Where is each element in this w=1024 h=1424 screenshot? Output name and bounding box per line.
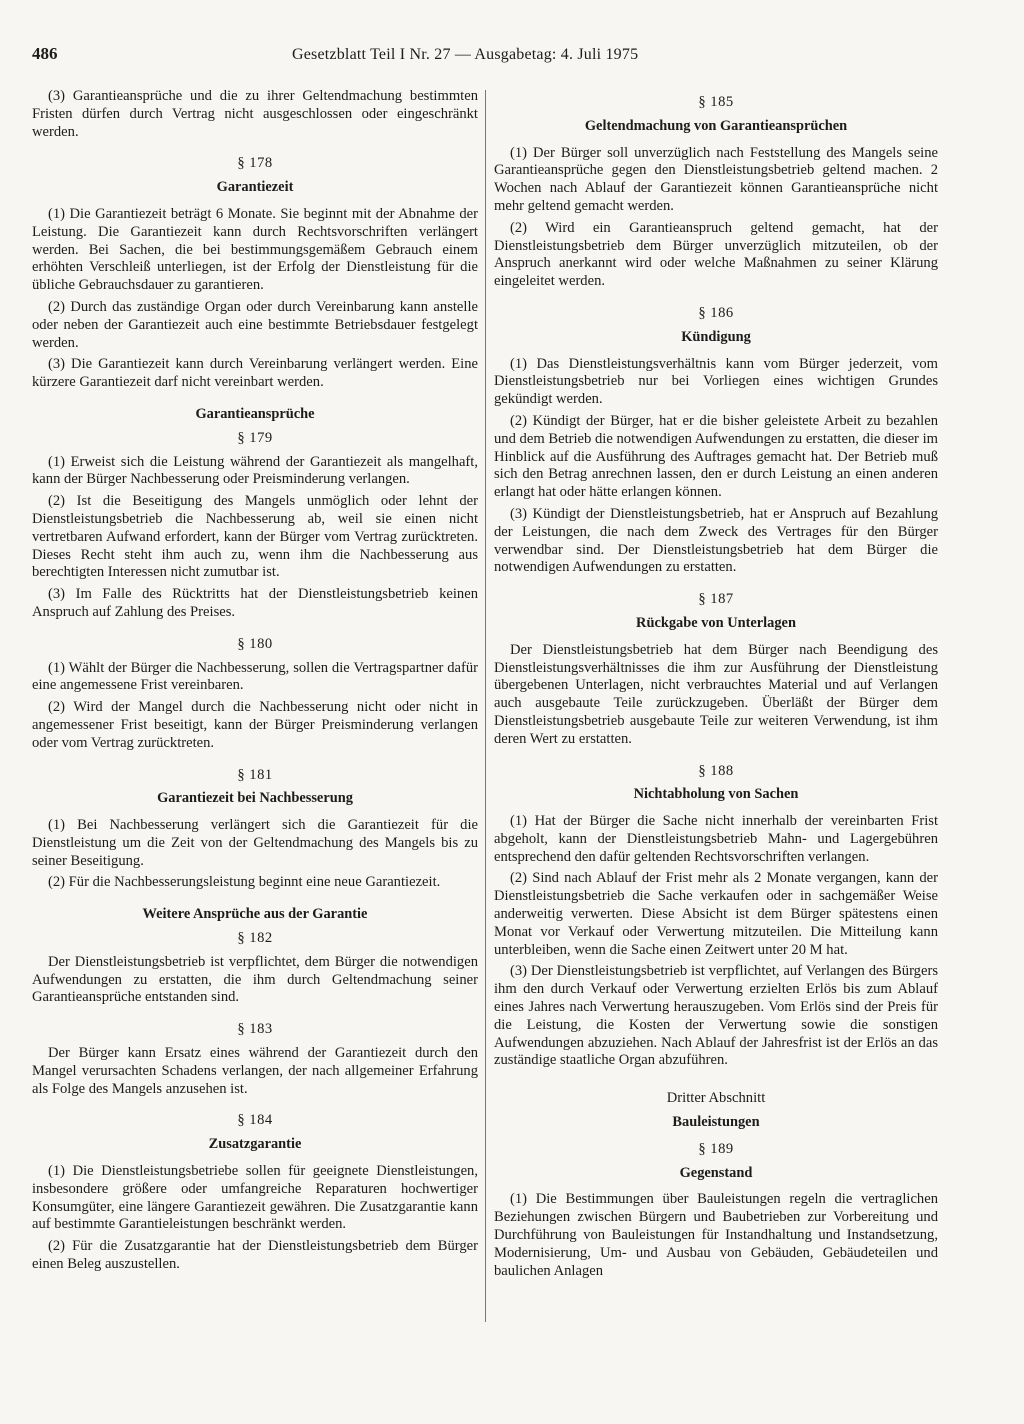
paragraph: Der Dienstleistungsbetrieb ist verpflichtet, dem Bürger die notwendigen Aufwendungen zu erstatten, die ihm durch Geltendmachung seiner Garantieansprüche entstanden sind. — [32, 953, 478, 1006]
paragraph: (1) Erweist sich die Leistung während der Garantiezeit als mangelhaft, kann der Bürger Nachbesserung oder Preisminderung verlangen. — [32, 453, 478, 488]
paragraph: (1) Die Dienstleistungsbetriebe sollen für geeignete Dienstleistungen, insbesondere größere oder umfangreiche Reparaturen hochwertiger Konsumgüter, eine längere Garantiezeit gewähren. Die Zusatzgarantie kann auf bestimmte Garantieleistungen beschränkt werden. — [32, 1163, 478, 1233]
paragraph: (2) Sind nach Ablauf der Frist mehr als 2 Monate vergangen, kann der Dienstleistungsbetrieb die Sache verkaufen oder in sachgemäßer Weise anderweitig verwerten. Diese Absicht ist dem Bürger spätestens einen Monat vor Verkauf oder Verwertung mitzuteilen. Die Mitteilung kann unterbleiben, wenn die Sache einen Zeitwert unter 20 M hat. — [494, 870, 938, 958]
section-number: § 182 — [237, 930, 273, 947]
paragraph: Der Bürger kann Ersatz eines während der Garantiezeit durch den Mangel verursachten Schadens verlangen, der nach allgemeiner Erfahrung als Folge des Mangels anzusehen ist. — [32, 1045, 478, 1097]
section-number: § 183 — [237, 1021, 273, 1038]
section-title: Garantiezeit — [216, 179, 294, 196]
column-divider — [485, 90, 486, 1322]
section-title: Rückgabe von Unterlagen — [636, 614, 796, 631]
paragraph: (3) Der Dienstleistungsbetrieb ist verpflichtet, auf Verlangen des Bürgers ihm den durch Verkauf oder Verwertung erzielten Erlös bis zum Ablauf eines Jahres nach Verwertung herauszugeben. Vom Erlös sind der Preis für die Leistung, die Kosten der Verwertung sowie die sonstigen Aufwendungen abzuziehen. Nach Ablauf der Jahresfrist ist der Erlös an das zuständige staatliche Organ abzuführen. — [494, 963, 938, 1069]
page-header — [32, 44, 936, 64]
paragraph: (2) Wird der Mangel durch die Nachbesserung nicht oder nicht in angemessener Frist beseitigt, kann der Bürger Preisminderung verlangen oder vom Vertrag zurücktreten. — [32, 699, 478, 751]
chapter-title: Bauleistungen — [672, 1114, 760, 1131]
section-title: Geltendmachung von Garantieansprüchen — [584, 117, 848, 134]
section-number: § 181 — [237, 766, 273, 783]
paragraph: (3) Im Falle des Rücktritts hat der Dienstleistungsbetrieb keinen Anspruch auf Zahlung des Preises. — [32, 586, 478, 620]
paragraph: (1) Der Bürger soll unverzüglich nach Feststellung des Mangels seine Garantieansprüche gegen den Dienstleistungsbetrieb geltend machen. 2 Wochen nach Ablauf der Garantiezeit können Garantieansprüche nicht mehr geltend gemacht werden. — [494, 144, 938, 214]
gazette-title: Gesetzblatt Teil I Nr. 27 — Ausgabetag: 4. Juli 1975 — [292, 46, 639, 63]
chapter-label: Dritter Abschnitt — [666, 1090, 766, 1107]
paragraph: (1) Die Garantiezeit beträgt 6 Monate. Sie beginnt mit der Abnahme der Leistung. Die Garantiezeit kann durch Rechtsvorschriften verlängert werden. Bei Sachen, die bei bestimmungsgemäßem Gebrauch einem erhöhten Verschleiß unterliegen, ist der Erfolg der Dienstleistung für die übliche Gebrauchsdauer zu garantieren. — [32, 205, 478, 294]
paragraph: (1) Wählt der Bürger die Nachbesserung, sollen die Vertragspartner dafür eine angemessene Frist vereinbaren. — [32, 659, 478, 694]
section-title: Garantiezeit bei Nachbesserung — [157, 790, 353, 807]
section-title: Kündigung — [681, 328, 751, 345]
group-title: Weitere Ansprüche aus der Garantie — [142, 906, 368, 923]
section-number: § 189 — [698, 1140, 734, 1157]
paragraph: (2) Ist die Beseitigung des Mangels unmöglich oder lehnt der Dienstleistungsbetrieb die Nachbesserung ab, weil sie einen nicht vertretbaren Aufwand erfordert, kann der Bürger vom Vertrag zurücktreten. Dieses Recht steht ihm auch zu, wenn ihm die Nachbesserung aus berechtigten Interessen nicht zumutbar ist. — [32, 493, 478, 581]
paragraph: (1) Das Dienstleistungsverhältnis kann vom Bürger jederzeit, vom Dienstleistungsbetrieb nur bei Vorliegen eines wichtigen Grundes gekündigt werden. — [494, 355, 938, 408]
section-number: § 180 — [237, 635, 273, 652]
paragraph: (1) Die Bestimmungen über Bauleistungen regeln die vertraglichen Beziehungen zwischen Bürgern und Baubetrieben zur Vorbereitung und Durchführung von Bauleistungen für Instandhaltung und Instandsetzung, Modernisierung, Um- und Ausbau von Gebäuden, Gebäudeteilen und baulichen Anlagen — [494, 1191, 938, 1279]
paragraph: (2) Kündigt der Bürger, hat er die bisher geleistete Arbeit zu bezahlen und dem Betrieb die notwendigen Aufwendungen zu erstatten, die dieser im Hinblick auf die Ausführung des Auftrages gemacht hat. Der Betrieb muß sich den Betrag anrechnen lassen, den er durch Leistung an einen anderen erlangt hat oder hätte erlangen können. — [494, 412, 938, 501]
section-title: Nichtabholung von Sachen — [633, 786, 799, 803]
section-number: § 188 — [698, 762, 734, 779]
section-title: Zusatzgarantie — [208, 1136, 302, 1153]
section-number: § 186 — [698, 304, 734, 321]
paragraph: (2) Für die Nachbesserungsleistung beginnt eine neue Garantiezeit. — [48, 874, 441, 891]
page-number: 486 — [32, 44, 58, 63]
right-column — [494, 88, 938, 1284]
paragraph: Der Dienstleistungsbetrieb hat dem Bürger nach Beendigung des Dienstleistungsverhältnisses die ihm zur Ausführung der Dienstleistung übergebenen Unterlagen, nicht verbrauchtes Material und auf Verlangen auch ausgebaute Teile zurückzugeben. Überläßt der Bürger dem Dienstleistungsbetrieb ausgebaute Teile zur weiteren Verwendung, ist ihm deren Wert zu erstatten. — [494, 641, 938, 747]
paragraph: (1) Bei Nachbesserung verlängert sich die Garantiezeit für die Dienstleistung um die Zeit von der Geltendmachung des Mangels bis zu seiner Beseitigung. — [32, 817, 478, 869]
paragraph: (3) Garantieansprüche und die zu ihrer Geltendmachung bestimmten Fristen dürfen durch Vertrag nicht ausgeschlossen oder eingeschränkt werden. — [32, 88, 478, 140]
section-title: Gegenstand — [679, 1164, 753, 1181]
section-number: § 178 — [237, 155, 273, 172]
group-title: Garantieansprüche — [195, 405, 315, 422]
paragraph: (2) Wird ein Garantieanspruch geltend gemacht, hat der Dienstleistungsbetrieb dem Bürger unverzüglich mitzuteilen, ob der Anspruch anerkannt wird oder welche Maßnahmen zu seiner Klärung eingeleitet werden. — [494, 219, 938, 290]
paragraph: (3) Die Garantiezeit kann durch Vereinbarung verlängert werden. Eine kürzere Garantiezeit darf nicht vereinbart werden. — [32, 356, 478, 391]
paragraph: (3) Kündigt der Dienstleistungsbetrieb, hat er Anspruch auf Bezahlung der Leistungen, die nach dem Zweck des Vertrages für den Bürger verwendbar sind. Der Dienstleistungsbetrieb hat dem Bürger die notwendigen Aufwendungen zu erstatten. — [494, 505, 938, 576]
section-number: § 185 — [698, 94, 734, 110]
section-number: § 187 — [698, 591, 734, 608]
paragraph: (1) Hat der Bürger die Sache nicht innerhalb der vereinbarten Frist abgeholt, kann der Dienstleistungsbetrieb Mahn- und Lagergebühren entsprechend den dafür geltenden Rechtsvorschriften verlangen. — [494, 813, 938, 865]
left-column — [32, 88, 478, 1278]
section-number: § 184 — [237, 1112, 273, 1129]
paragraph: (2) Für die Zusatzgarantie hat der Dienstleistungsbetrieb dem Bürger einen Beleg auszustellen. — [32, 1238, 478, 1273]
section-number: § 179 — [237, 429, 273, 446]
paragraph: (2) Durch das zuständige Organ oder durch Vereinbarung kann anstelle oder neben der Garantiezeit auch eine bestimmte Betriebsdauer festgelegt werden. — [32, 298, 478, 351]
